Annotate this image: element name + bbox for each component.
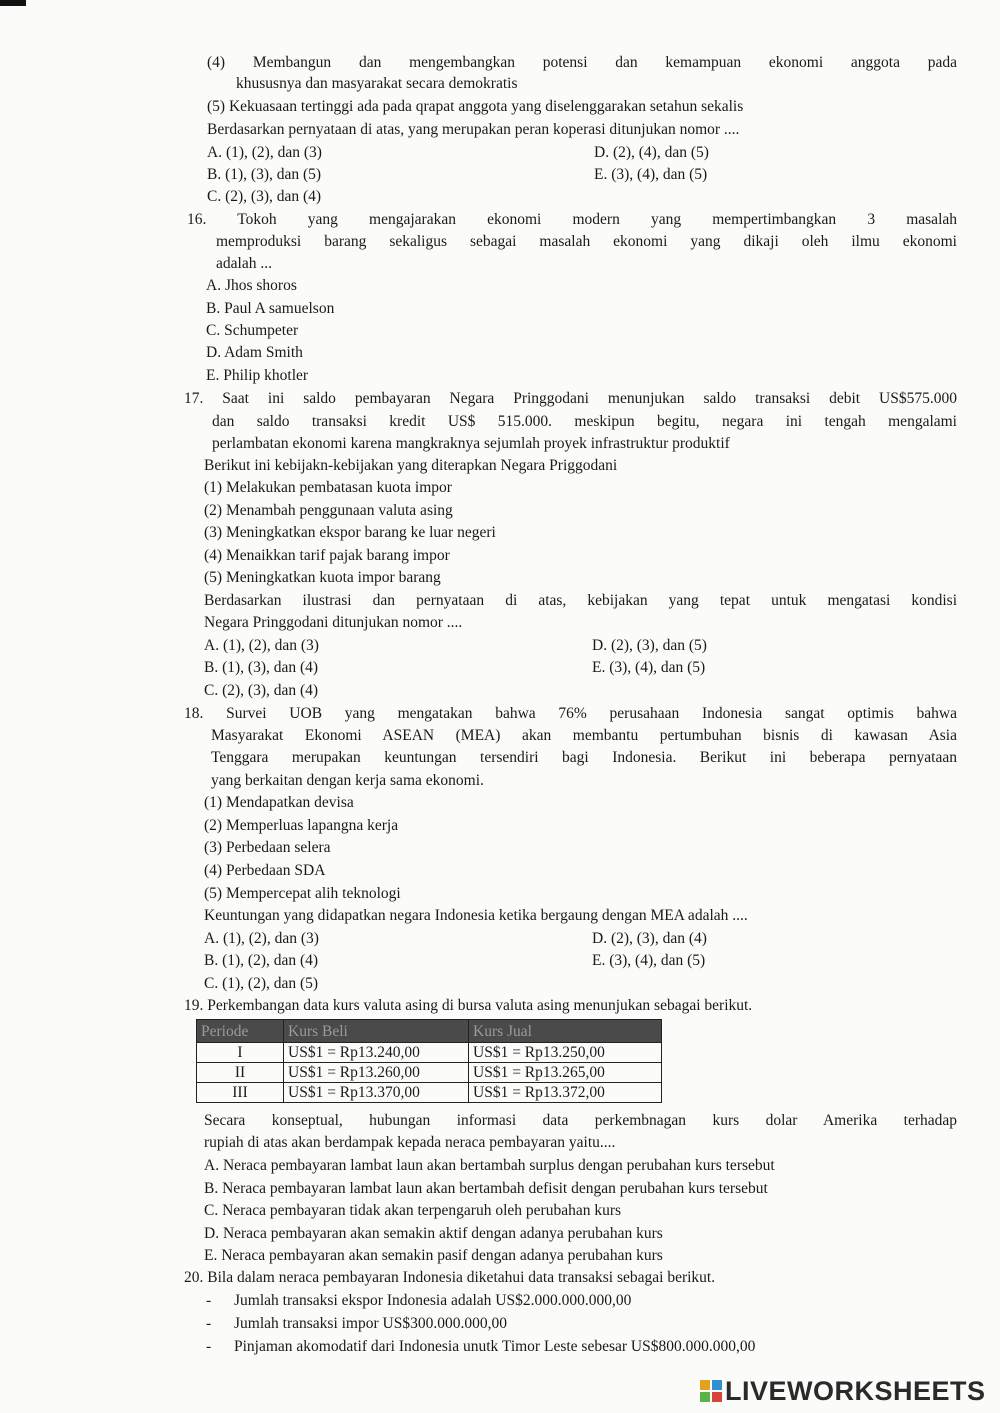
liveworksheets-logo-icon [700, 1380, 722, 1402]
q20-item-2: Jumlah transaksi impor US$300.000.000,00 [234, 1315, 507, 1332]
q17-question-1: Berdasarkan ilustrasi dan pernyataan di atas, kebijakan yang tepat untuk mengatasi kondisi [204, 592, 957, 609]
q17-option-a[interactable]: A. (1), (2), dan (3) [204, 637, 319, 654]
q18-option-b[interactable]: B. (1), (2), dan (4) [204, 952, 319, 969]
table-header: Kurs Beli [284, 1020, 469, 1043]
q17-option-e[interactable]: E. (3), (4), dan (5) [592, 659, 706, 676]
q16-option-d[interactable]: D. Adam Smith [206, 344, 303, 361]
q19-question-2: rupiah di atas akan berdampak kepada neraca pembayaran yaitu.... [204, 1134, 616, 1151]
brand-name: LIVEWORKSHEETS [725, 1375, 986, 1406]
q17-line-4: Berikut ini kebijakn-kebijakan yang diterapkan Negara Priggodani [204, 457, 618, 474]
q20-bullet: - [206, 1338, 212, 1355]
table-row [197, 1083, 662, 1103]
table-cell: US$1 = Rp13.370,00 [284, 1083, 469, 1103]
q15-statement-5: (5) Kekuasaan tertinggi ada pada qrapat anggota yang diselenggarakan setahun sekalis [207, 98, 744, 115]
q16-option-b[interactable]: B. Paul A samuelson [206, 300, 335, 317]
q20-bullet: - [206, 1315, 212, 1332]
q18-option-a[interactable]: A. (1), (2), dan (3) [204, 930, 319, 947]
q18-option-d[interactable]: D. (2), (3), dan (4) [592, 930, 707, 947]
q17-statement-4: (4) Menaikkan tarif pajak barang impor [204, 547, 450, 564]
q19-line-1: 19. Perkembangan data kurs valuta asing di bursa valuta asing menunjukan sebagai berikut. [184, 997, 753, 1014]
q17-line-1: 17. Saat ini saldo pembayaran Negara Pringgodani menunjukan saldo transaksi debit US$575.000 [184, 390, 957, 407]
q17-statement-2: (2) Menambah penggunaan valuta asing [204, 502, 453, 519]
q18-statement-1: (1) Mendapatkan devisa [204, 794, 354, 811]
q18-line-2: Masyarakat Ekonomi ASEAN (MEA) akan membantu pertumbuhan bisnis di kawasan Asia [211, 727, 957, 744]
table-cell: II [197, 1063, 284, 1083]
q18-option-e[interactable]: E. (3), (4), dan (5) [592, 952, 706, 969]
table-cell: US$1 = Rp13.260,00 [284, 1063, 469, 1083]
q15-option-a[interactable]: A. (1), (2), dan (3) [207, 144, 322, 161]
q16-line-3: adalah ... [216, 255, 272, 272]
q18-line-4: yang berkaitan dengan kerja sama ekonomi. [211, 772, 484, 789]
q19-option-e[interactable]: E. Neraca pembayaran akan semakin pasif dengan adanya perubahan kurs [204, 1247, 663, 1264]
table-cell: US$1 = Rp13.372,00 [469, 1083, 662, 1103]
table-cell: I [197, 1043, 284, 1063]
table-cell: US$1 = Rp13.240,00 [284, 1043, 469, 1063]
q16-option-a[interactable]: A. Jhos shoros [206, 277, 297, 294]
q20-item-3: Pinjaman akomodatif dari Indonesia unutk Timor Leste sebesar US$800.000.000,00 [234, 1338, 756, 1355]
q19-option-c[interactable]: C. Neraca pembayaran tidak akan terpengaruh oleh perubahan kurs [204, 1202, 622, 1219]
q17-statement-5: (5) Meningkatkan kuota impor barang [204, 569, 441, 586]
q15-question: Berdasarkan pernyataan di atas, yang merupakan peran koperasi ditunjukan nomor .... [207, 121, 740, 138]
q19-option-a[interactable]: A. Neraca pembayaran lambat laun akan bertambah surplus dengan perubahan kurs tersebut [204, 1157, 775, 1174]
q17-question-2: Negara Pringgodani ditunjukan nomor .... [204, 614, 463, 631]
q15-option-e[interactable]: E. (3), (4), dan (5) [594, 166, 708, 183]
table-cell: US$1 = Rp13.265,00 [469, 1063, 662, 1083]
q18-line-3: Tenggara merupakan keuntungan tersendiri bagi Indonesia. Berikut ini beberapa pernyataan [211, 749, 957, 766]
exchange-rate-table [196, 1019, 662, 1103]
table-row [197, 1063, 662, 1083]
q15-option-c[interactable]: C. (2), (3), dan (4) [207, 188, 322, 205]
q17-statement-3: (3) Meningkatkan ekspor barang ke luar negeri [204, 524, 496, 541]
q19-option-b[interactable]: B. Neraca pembayaran lambat laun akan bertambah defisit dengan perubahan kurs tersebut [204, 1180, 768, 1197]
q18-statement-5: (5) Mempercepat alih teknologi [204, 885, 401, 902]
q20-item-1: Jumlah transaksi ekspor Indonesia adalah US$2.000.000.000,00 [234, 1292, 632, 1309]
table-header-row [197, 1020, 662, 1043]
q16-line-2: memproduksi barang sekaligus sebagai masalah ekonomi yang dikaji oleh ilmu ekonomi [216, 233, 957, 250]
table-row [197, 1043, 662, 1063]
liveworksheets-brand [700, 1375, 986, 1406]
q15-statement-4-cont: khususnya dan masyarakat secara demokratis [236, 75, 518, 92]
q17-line-2: dan saldo transaksi kredit US$ 515.000. meskipun begitu, negara ini tengah mengalami [212, 413, 957, 430]
q17-option-b[interactable]: B. (1), (3), dan (4) [204, 659, 319, 676]
table-cell: III [197, 1083, 284, 1103]
table-header: Periode [197, 1020, 284, 1043]
q19-option-d[interactable]: D. Neraca pembayaran akan semakin aktif dengan adanya perubahan kurs [204, 1225, 663, 1242]
q17-statement-1: (1) Melakukan pembatasan kuota impor [204, 479, 452, 496]
q15-statement-4: (4) Membangun dan mengembangkan potensi dan kemampuan ekonomi anggota pada [207, 54, 957, 71]
q16-option-c[interactable]: C. Schumpeter [206, 322, 299, 339]
q20-line-1: 20. Bila dalam neraca pembayaran Indonesia diketahui data transaksi sebagai berikut. [184, 1269, 716, 1286]
q18-statement-4: (4) Perbedaan SDA [204, 862, 326, 879]
q19-question-1: Secara konseptual, hubungan informasi data perkembnagan kurs dolar Amerika terhadap [204, 1112, 957, 1129]
scan-edge-mark [0, 0, 26, 6]
q18-option-c[interactable]: C. (1), (2), dan (5) [204, 975, 319, 992]
q18-statement-3: (3) Perbedaan selera [204, 839, 331, 856]
q17-option-c[interactable]: C. (2), (3), dan (4) [204, 682, 319, 699]
table-cell: US$1 = Rp13.250,00 [469, 1043, 662, 1063]
table-header: Kurs Jual [469, 1020, 662, 1043]
q18-question: Keuntungan yang didapatkan negara Indonesia ketika bergaung dengan MEA adalah .... [204, 907, 748, 924]
q17-option-d[interactable]: D. (2), (3), dan (5) [592, 637, 707, 654]
q15-option-d[interactable]: D. (2), (4), dan (5) [594, 144, 709, 161]
q18-line-1: 18. Survei UOB yang mengatakan bahwa 76% perusahaan Indonesia sangat optimis bahwa [184, 705, 957, 722]
q15-option-b[interactable]: B. (1), (3), dan (5) [207, 166, 322, 183]
q18-statement-2: (2) Memperluas lapangna kerja [204, 817, 399, 834]
q16-line-1: 16. Tokoh yang mengajarakan ekonomi modern yang mempertimbangkan 3 masalah [187, 211, 957, 228]
q20-bullet: - [206, 1292, 212, 1309]
q17-line-3: perlambatan ekonomi karena mangkraknya sejumlah proyek infrastruktur produktif [212, 435, 730, 452]
q16-option-e[interactable]: E. Philip khotler [206, 367, 309, 384]
